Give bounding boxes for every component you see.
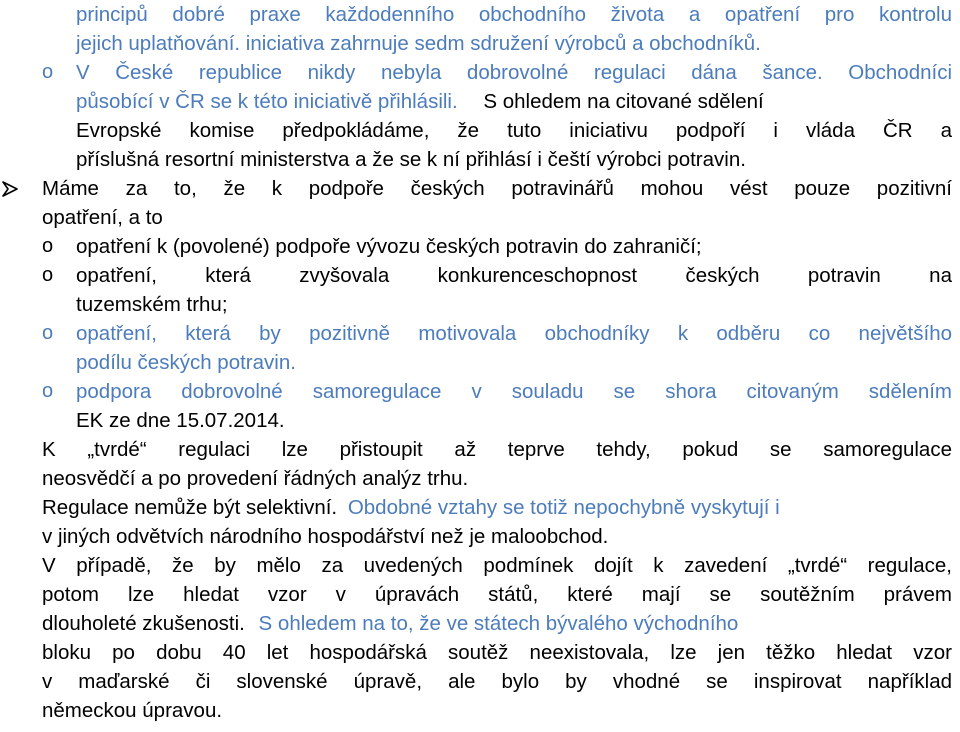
text-line-4-container	[76, 87, 952, 116]
text-line-19: v jiných odvětvích národního hospodářství než je maloobchod.	[42, 525, 609, 548]
text-line-18: Regulace nemůže být selektivní.	[42, 496, 338, 519]
text-line-1: principů dobré praxe každodenního obchodního života a opatření pro kontrolu	[76, 3, 952, 26]
text-line-11: tuzemském trhu;	[76, 293, 228, 316]
text-line-16: K „tvrdé“ regulaci lze přistoupit až teprve tehdy, pokud se samoregulace	[42, 438, 952, 461]
text-line-15: EK ze dne 15.07.2014.	[76, 409, 285, 432]
arrowhead-bullet-icon	[2, 174, 32, 203]
text-line-22: dlouholeté zkušenosti.	[42, 612, 245, 635]
text-line-14: podpora dobrovolné samoregulace v souladu se shora citovaným sdělením	[76, 380, 952, 403]
text-line-24: v maďarské či slovenské úpravě, ale bylo by vhodné se inspirovat například	[42, 670, 952, 693]
text-line-22-container	[42, 609, 952, 638]
text-line-13: podílu českých potravin.	[76, 351, 296, 374]
text-line-10: opatření, která zvyšovala konkurenceschopnost českých potravin na	[76, 264, 952, 287]
circle-bullet-icon: o	[42, 380, 54, 402]
text-line-25: německou úpravou.	[42, 699, 223, 722]
text-line-5: Evropské komise předpokládáme, že tuto iniciativu podpoří i vláda ČR a	[76, 119, 952, 142]
text-line-8: opatření, a to	[42, 206, 163, 229]
text-line-17: neosvědčí a po provedení řádných analýz trhu.	[42, 467, 469, 490]
text-line-21: potom lze hledat vzor v úpravách států, které mají se soutěžním právem	[42, 583, 952, 606]
text-line-18b: Obdobné vztahy se totiž nepochybně vyskytují i	[342, 496, 780, 519]
circle-bullet-icon: o	[42, 264, 54, 286]
text-line-4b: S ohledem na citované sdělení	[477, 90, 764, 113]
circle-bullet-icon: o	[42, 61, 54, 83]
text-line-23: bloku po dobu 40 let hospodářská soutěž neexistovala, lze jen těžko hledat vzor	[42, 641, 952, 664]
text-line-2: jejich uplatňování. iniciativa zahrnuje sedm sdružení výrobců a obchodníků.	[76, 32, 761, 55]
text-line-4: působící v ČR se k této iniciativě přihlásili.	[76, 90, 458, 113]
circle-bullet-icon: o	[42, 235, 54, 257]
text-line-7: Máme za to, že k podpoře českých potravinářů mohou vést pouze pozitivní	[42, 177, 952, 200]
text-line-22b: S ohledem na to, že ve státech bývalého východního	[252, 612, 739, 635]
text-line-12: opatření, která by pozitivně motivovala obchodníky k odběru co největšího	[76, 322, 952, 345]
text-line-3: V České republice nikdy nebyla dobrovolné regulaci dána šance. Obchodníci	[76, 61, 952, 84]
text-line-9: opatření k (povolené) podpoře vývozu českých potravin do zahraničí;	[76, 235, 702, 258]
text-line-18-container	[42, 493, 952, 522]
circle-bullet-icon: o	[42, 322, 54, 344]
text-line-20: V případě, že by mělo za uvedených podmínek dojít k zavedení „tvrdé“ regulace,	[42, 554, 952, 577]
text-line-6: příslušná resortní ministerstva a že se k ní přihlásí i čeští výrobci potravin.	[76, 148, 746, 171]
